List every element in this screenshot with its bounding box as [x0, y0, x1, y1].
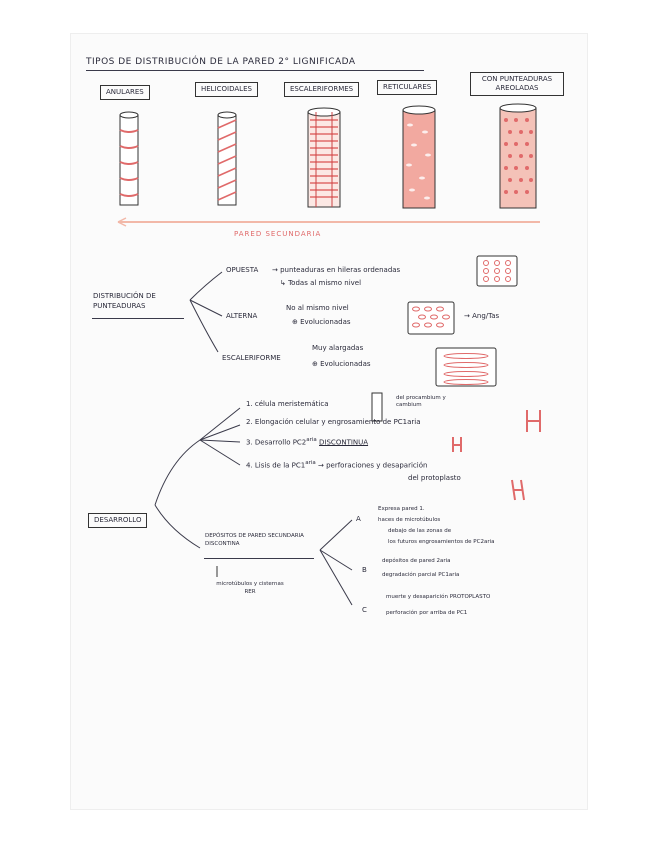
branch-c1: muerte y desaparición PROTOPLASTO: [386, 594, 491, 600]
opuesta-line1: → punteaduras en hileras ordenadas: [272, 266, 401, 274]
meristem-cell-icon: [372, 393, 382, 421]
areoladas-vessel-icon: [500, 104, 536, 208]
depositos-underline: [204, 558, 314, 559]
type-label-reticulares: RETICULARES: [377, 80, 437, 95]
desarrollo-label: DESARROLLO: [88, 513, 147, 528]
branch-a4: los futuros engrosamientos de PC2aria: [388, 539, 495, 545]
type-label-escaleriformes: ESCALERIFORMES: [284, 82, 359, 97]
depositos-sub: microtúbulos y cisternas RER: [216, 581, 284, 596]
step3: [246, 437, 368, 446]
branch-a2: haces de microtúbulos: [378, 517, 441, 523]
step2: 2. Elongación celular y engrosamiento de PC1aria: [246, 418, 421, 426]
branch-a1: Expresa pared 1.: [378, 506, 425, 512]
distribucion-label: DISTRIBUCIÓN DE PUNTEADURAS: [93, 292, 156, 310]
step4-text: 4. Lisis de la PC1: [246, 461, 306, 470]
step3-text: 3. Desarrollo PC2: [246, 438, 307, 447]
branch-b2: degradación parcial PC1aria: [382, 572, 460, 578]
alterna-note: → Ang/Tas: [464, 312, 500, 320]
step4-line2: del protoplasto: [408, 474, 461, 482]
reticular-vessel-icon: [403, 106, 435, 208]
escaleriforme-vessel-icon: [308, 108, 340, 207]
step3-discontinua: DISCONTINUA: [319, 438, 369, 447]
wall-thickening-icons: [453, 410, 540, 500]
branch-b1: depósitos de pared 2aria: [382, 558, 451, 564]
step1-note: del procambium y cambium: [396, 395, 446, 408]
alterna-line2: ⊕ Evolucionadas: [292, 318, 351, 326]
alterna-pattern-icon: [408, 302, 454, 334]
escaleriforme-line2: ⊕ Evolucionadas: [312, 360, 371, 368]
branch-a-label: A: [356, 515, 361, 523]
step4-result: → perforaciones y desaparición: [317, 461, 428, 470]
escaleriforme-pattern-icon: [436, 348, 496, 386]
escaleriforme-label: ESCALERIFORME: [222, 354, 281, 362]
type-label-helicoidales: HELICOIDALES: [195, 82, 258, 97]
opuesta-line2: ↳ Todas al mismo nivel: [280, 279, 362, 287]
escaleriforme-line1: Muy alargadas: [312, 344, 364, 352]
opuesta-pattern-icon: [477, 256, 517, 286]
branch-c2: perforación por arriba de PC1: [386, 610, 468, 616]
anular-vessel-icon: [120, 112, 138, 205]
distribucion-underline: [92, 318, 184, 319]
branch-b-label: B: [362, 566, 367, 574]
branch-a3: debajo de las zonas de: [388, 528, 452, 534]
type-label-areoladas: CON PUNTEADURAS AREOLADAS: [470, 72, 564, 96]
depositos-label: DEPÓSITOS DE PARED SECUNDARIA DISCONTINA: [205, 533, 304, 548]
pared-secundaria-label: PARED SECUNDARIA: [234, 230, 322, 238]
step3-sup: aria: [306, 437, 317, 443]
step4: [246, 460, 427, 469]
step4-sup: aria: [305, 460, 316, 466]
step1: 1. célula meristemática: [246, 400, 329, 408]
alterna-line1: No al mismo nivel: [286, 304, 349, 312]
alterna-label: ALTERNA: [226, 312, 258, 320]
distribucion-brace: [190, 272, 222, 352]
opuesta-label: OPUESTA: [226, 266, 259, 274]
branch-c-label: C: [362, 606, 367, 614]
type-label-anulares: ANULARES: [100, 85, 150, 100]
page-title: TIPOS DE DISTRIBUCIÓN DE LA PARED 2° LIGNIFICADA: [86, 57, 356, 67]
helicoidal-vessel-icon: [218, 112, 236, 205]
